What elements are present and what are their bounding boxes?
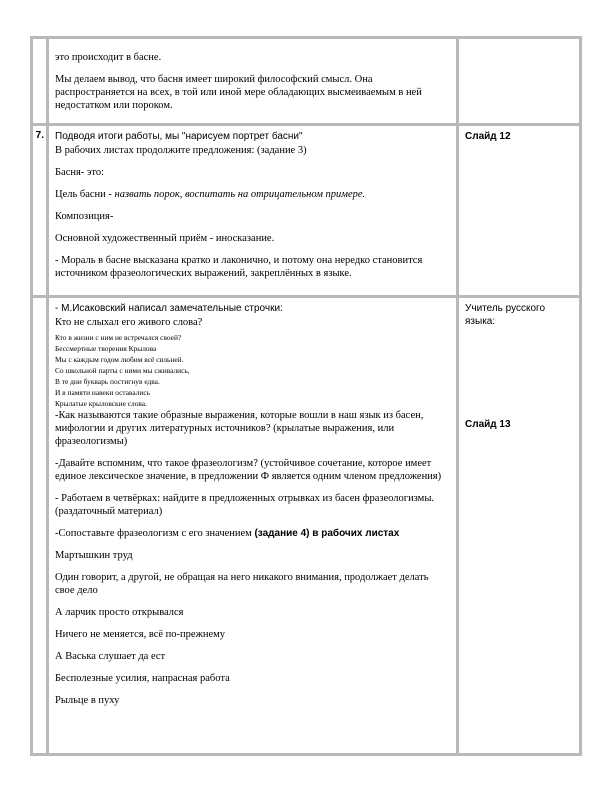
row-side-note (458, 38, 581, 125)
text-line: - Мораль в басне высказана кратко и лаконично, и потому она нередко становится источником фразеологических выражений, закреплённых в языке. (55, 255, 423, 279)
text-line: Басня- это: (55, 167, 105, 178)
poem-line: Бессмертные творения Крылова (55, 344, 157, 353)
text-italic: назвать порок, воспитать на отрицательном примере. (114, 189, 366, 200)
text-line: Композиция- (55, 211, 114, 222)
row-number (32, 38, 48, 125)
list-item: А Васька слушает да ест (55, 651, 166, 662)
text-line (55, 527, 450, 540)
text-line: -Давайте вспомним, что такое фразеологизм? (устойчивое сочетание, которое имеет единое лексическое значение, в предложении Ф является одним членом предложения) (55, 458, 442, 482)
row-side-note (458, 297, 581, 755)
list-item: Ничего не меняется, всё по-прежнему (55, 629, 226, 640)
row-number (32, 297, 48, 755)
list-item: Рыльце в пуху (55, 695, 120, 706)
text-prefix: -Сопоставьте фразеологизм с его значением (55, 528, 255, 539)
row-content (48, 297, 458, 755)
poem-line: В те дни букварь постигнув едва. (55, 377, 160, 386)
text-line: -Как называются такие образные выражения, которые вошли в наш язык из басен, мифологии и других литературных источников? (крылатые выражения, или фразеологизмы) (55, 410, 424, 447)
slide-label: Слайд 13 (465, 419, 511, 430)
text-line: Основной художественный приём - иносказание. (55, 233, 275, 244)
text-line: Кто не слыхал его живого слова? (55, 317, 203, 328)
poem-line: И в памяти навеки оставались (55, 388, 151, 397)
poem-block (55, 332, 450, 409)
poem-line: Со школьной парты с ними мы сживались, (55, 366, 190, 375)
row-content (48, 38, 458, 125)
text-line: Мы делаем вывод, что басня имеет широкий философский смысл. Она распространяется на всех, в той или иной мере обладающих высмеиваемым в ней недостатком или пороком. (55, 74, 422, 111)
table-row (32, 38, 581, 125)
list-item: А ларчик просто открывался (55, 607, 184, 618)
teacher-role: Учитель русского языка: (465, 303, 546, 327)
text-line (55, 188, 450, 201)
row-heading: - М.Исаковский написал замечательные строчки: (55, 303, 283, 314)
text-line: - Работаем в четвёрках: найдите в предложенных отрывках из басен фразеологизмы. (раздаточный материал) (55, 493, 435, 517)
list-item: Мартышкин труд (55, 550, 133, 561)
row-heading: Подводя итоги работы, мы "нарисуем портрет басни" (55, 131, 303, 142)
poem-line: Мы с каждым годом любим всё сильней. (55, 355, 184, 364)
poem-line: Кто в жизни с ним не встречался своей? (55, 333, 182, 342)
slide-label: Слайд 12 (465, 131, 511, 142)
table-row (32, 125, 581, 297)
row-side-note (458, 125, 581, 297)
list-item: Бесполезные усилия, напрасная работа (55, 673, 230, 684)
text-bold: (задание 4) в рабочих листах (254, 528, 400, 539)
text-prefix: Цель басни - (55, 189, 115, 200)
poem-line: Крылатые крыловские слова. (55, 399, 147, 408)
row-content (48, 125, 458, 297)
text-line: В рабочих листах продолжите предложения: (задание 3) (55, 145, 307, 156)
list-item: Один говорит, а другой, не обращая на него никакого внимания, продолжает делать свое дело (55, 572, 429, 596)
text-line: это происходит в басне. (55, 52, 162, 63)
lesson-plan-table (30, 36, 582, 756)
row-number: 7. (32, 125, 48, 297)
table-row (32, 297, 581, 755)
